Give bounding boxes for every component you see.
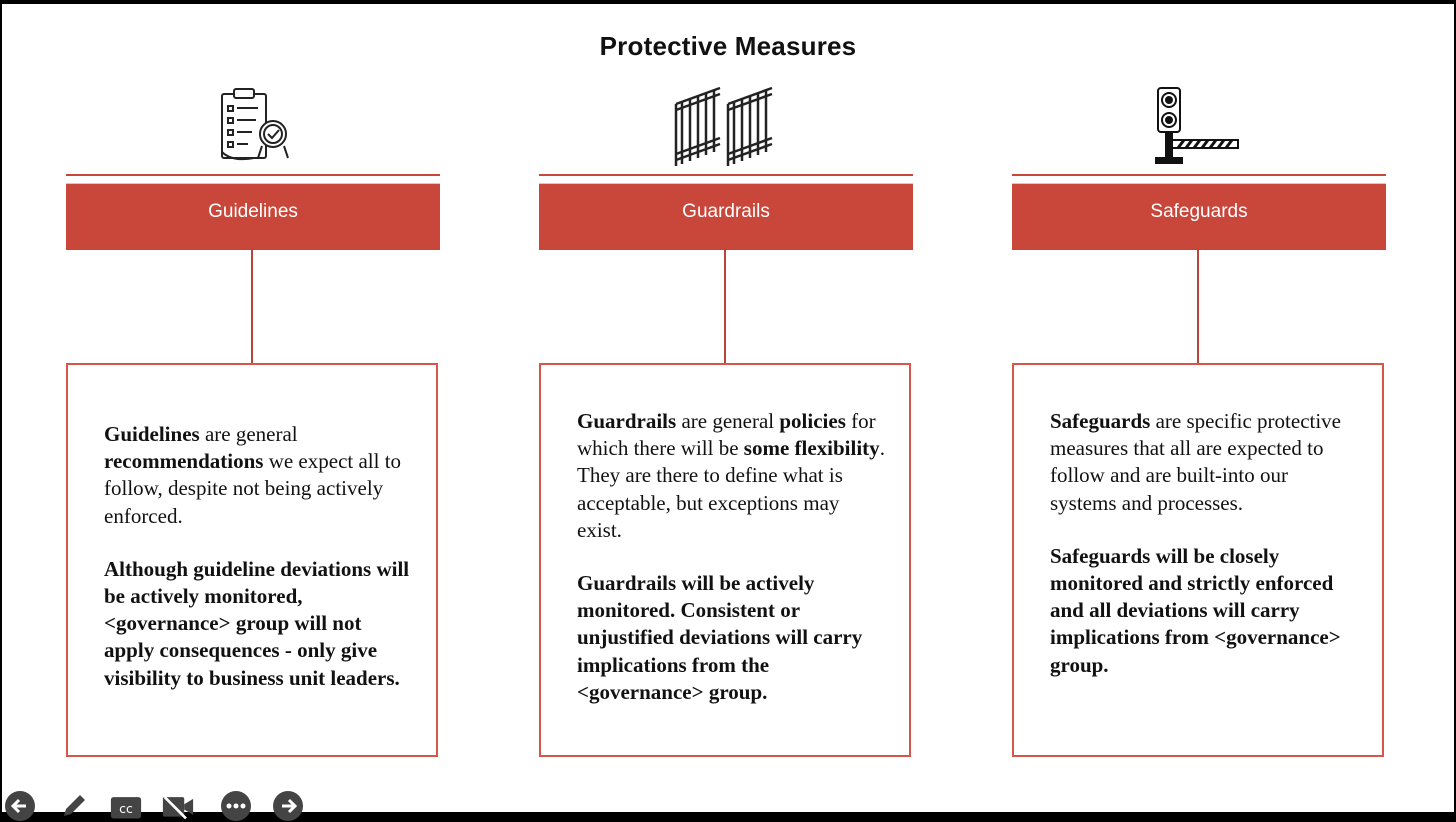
guidelines-enforcement: Although guideline deviations will be actively monitored, <governance> group will not apply consequences - only give visibility to business unit leaders. [104, 556, 410, 690]
safeguards-header-label: Safeguards [1150, 201, 1248, 222]
clipboard-checklist-icon [218, 86, 290, 168]
slide-title: Protective Measures [599, 31, 857, 61]
guidelines-card [66, 363, 438, 757]
guardrail-icon [672, 84, 780, 168]
guidelines-description: Guidelines are general recommendations we expect all to follow, despite not being actively enforced. [104, 422, 402, 528]
barrier-gate-icon [1152, 84, 1242, 168]
video-off-icon[interactable] [162, 790, 194, 822]
guardrails-header [539, 174, 913, 250]
guardrails-enforcement: Guardrails will be actively monitored. Consistent or unjustified deviations will carry implications from the <governance> group. [577, 571, 863, 704]
guidelines-connector [251, 248, 253, 363]
more-icon[interactable] [220, 790, 252, 822]
safeguards-card [1012, 363, 1384, 757]
safeguards-enforcement: Safeguards will be closely monitored and strictly enforced and all deviations will carry implications from <governance> group. [1050, 543, 1341, 677]
guardrails-card [539, 363, 911, 757]
guidelines-header-label: Guidelines [208, 201, 298, 222]
closed-captions-icon[interactable] [110, 790, 142, 822]
guardrails-connector [724, 248, 726, 363]
guidelines-header [66, 174, 440, 250]
forward-arrow-icon[interactable] [272, 790, 304, 822]
pencil-icon[interactable] [58, 790, 90, 822]
guardrails-description: Guardrails are general policies for which there will be some flexibility. They are there to define what is acceptable, but exceptions may exist. [577, 409, 885, 542]
back-arrow-icon[interactable] [4, 790, 36, 822]
svg-text:cc: cc [119, 801, 133, 817]
safeguards-header [1012, 174, 1386, 250]
safeguards-description: Safeguards are specific protective measures that all are expected to follow and are built-into our systems and processes. [1050, 409, 1341, 515]
safeguards-connector [1197, 248, 1199, 363]
slide [2, 4, 1454, 817]
guardrails-header-label: Guardrails [682, 201, 770, 222]
